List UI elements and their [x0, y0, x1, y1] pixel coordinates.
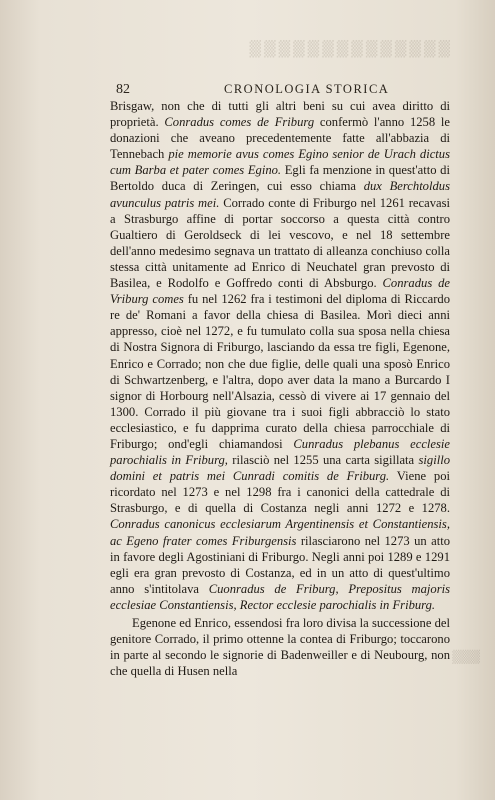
body-text	[110, 98, 450, 679]
italic-text-run: Cuonradus de Friburg, Prepositus majoris ecclesiae Constantiensis, Rector ecclesie parochialis in Friburg.	[110, 581, 450, 612]
running-head: CRONOLOGIA STORICA	[224, 82, 390, 96]
text-run: rilasciò nel 1255 una carta sigillata	[227, 453, 419, 468]
text-run: Corrado conte di Friburgo nel 1261 recavasi a Strasburgo affine di portar soccorso a questa città contro Gualtiero di Geroldseck di lei vescovo, e nel 18 settembre dell'anno medesimo segnava un trattato di alleanza conchiuso colla stessa città unitamente ad Enrico di Neuchatel gran prevosto di Basilea, e Rodolfo e Goffredo conti di Absburgo.	[110, 195, 450, 291]
paragraph-2	[110, 615, 450, 679]
text-run: Egenone ed Enrico, essendosi fra loro divisa la successione del genitore Corrado, il primo ottenne la contea di Friburgo; toccarono in parte al secondo le signorie di Badenweiller e di Neubourg, non che quella di Husen nella	[110, 616, 450, 679]
italic-text-run: pie memorie avus comes Egino senior de Urach dictus cum Barba et pater comes Egino.	[110, 147, 450, 178]
show-through-text: ▒▒▒▒▒▒▒▒▒▒▒▒▒▒	[246, 40, 450, 58]
page-number: 82	[116, 82, 130, 97]
paragraph-1	[110, 98, 450, 613]
show-through-mark: ▒▒▒	[452, 650, 480, 664]
text-run: rilasciarono nel 1273 un atto in favore degli Agostiniani di Friburgo. Negli anni poi 1289 e 1291 egli era gran prevosto di Costanza, ed in un atto di quest'ultimo anno s'intitolava	[110, 533, 450, 596]
text-run: Brisgaw, non che di tutti gli altri beni su cui avea diritto di proprietà.	[110, 99, 450, 130]
italic-text-run: sigillo domini et patris mei Cunradi comitis de Friburg.	[110, 453, 450, 484]
italic-text-run: Conradus comes de Friburg	[164, 115, 315, 130]
italic-text-run: Conradus canonicus ecclesiarum Argentinensis et Constantiensis, ac Egeno frater comes Friburgensis	[110, 517, 450, 548]
italic-text-run: Conradus de Vriburg comes	[110, 276, 450, 307]
text-run: Egli fa menzione in quest'atto di Bertoldo duca di Zeringen, cui esso chiama	[110, 163, 450, 194]
text-run: Viene poi ricordato nel 1273 e nel 1298 fra i canonici della cattedrale di Strasburgo, e di quella di Costanza negli anni 1272 e 1278.	[110, 469, 450, 516]
text-run: confermò l'anno 1258 le donazioni che aveano precedentemente fatte all'abbazia di Tennebach	[110, 115, 450, 162]
italic-text-run: Cunradus plebanus ecclesie parochialis in Friburg,	[110, 436, 450, 468]
italic-text-run: dux Berchtoldus avunculus patris mei.	[110, 179, 450, 210]
text-run: fu nel 1262 fra i testimoni del diploma di Riccardo re de' Romani a favor della chiesa di Basilea. Morì dieci anni appresso, cioè nel 1272, e fu tumulato colla sua sposa nella chiesa di Nostra Signora di Friburgo, lasciando da essa tre figli, Egenone, Enrico e Corrado; non che due figlie, delle quali una sposò Enrico di Schwartzenberg, e l'altra, dopo aver data la mano a Burcardo I signor di Horbourg nell'Alsazia, cessò di vivere ai 17 gennaio del 1300. Corrado il più giovane tra i suoi figli abbracciò lo stato ecclesiastico, e fu dapprima curato della chiesa parrocchiale di Friburgo; ond'egli chiamandosi	[110, 292, 450, 451]
